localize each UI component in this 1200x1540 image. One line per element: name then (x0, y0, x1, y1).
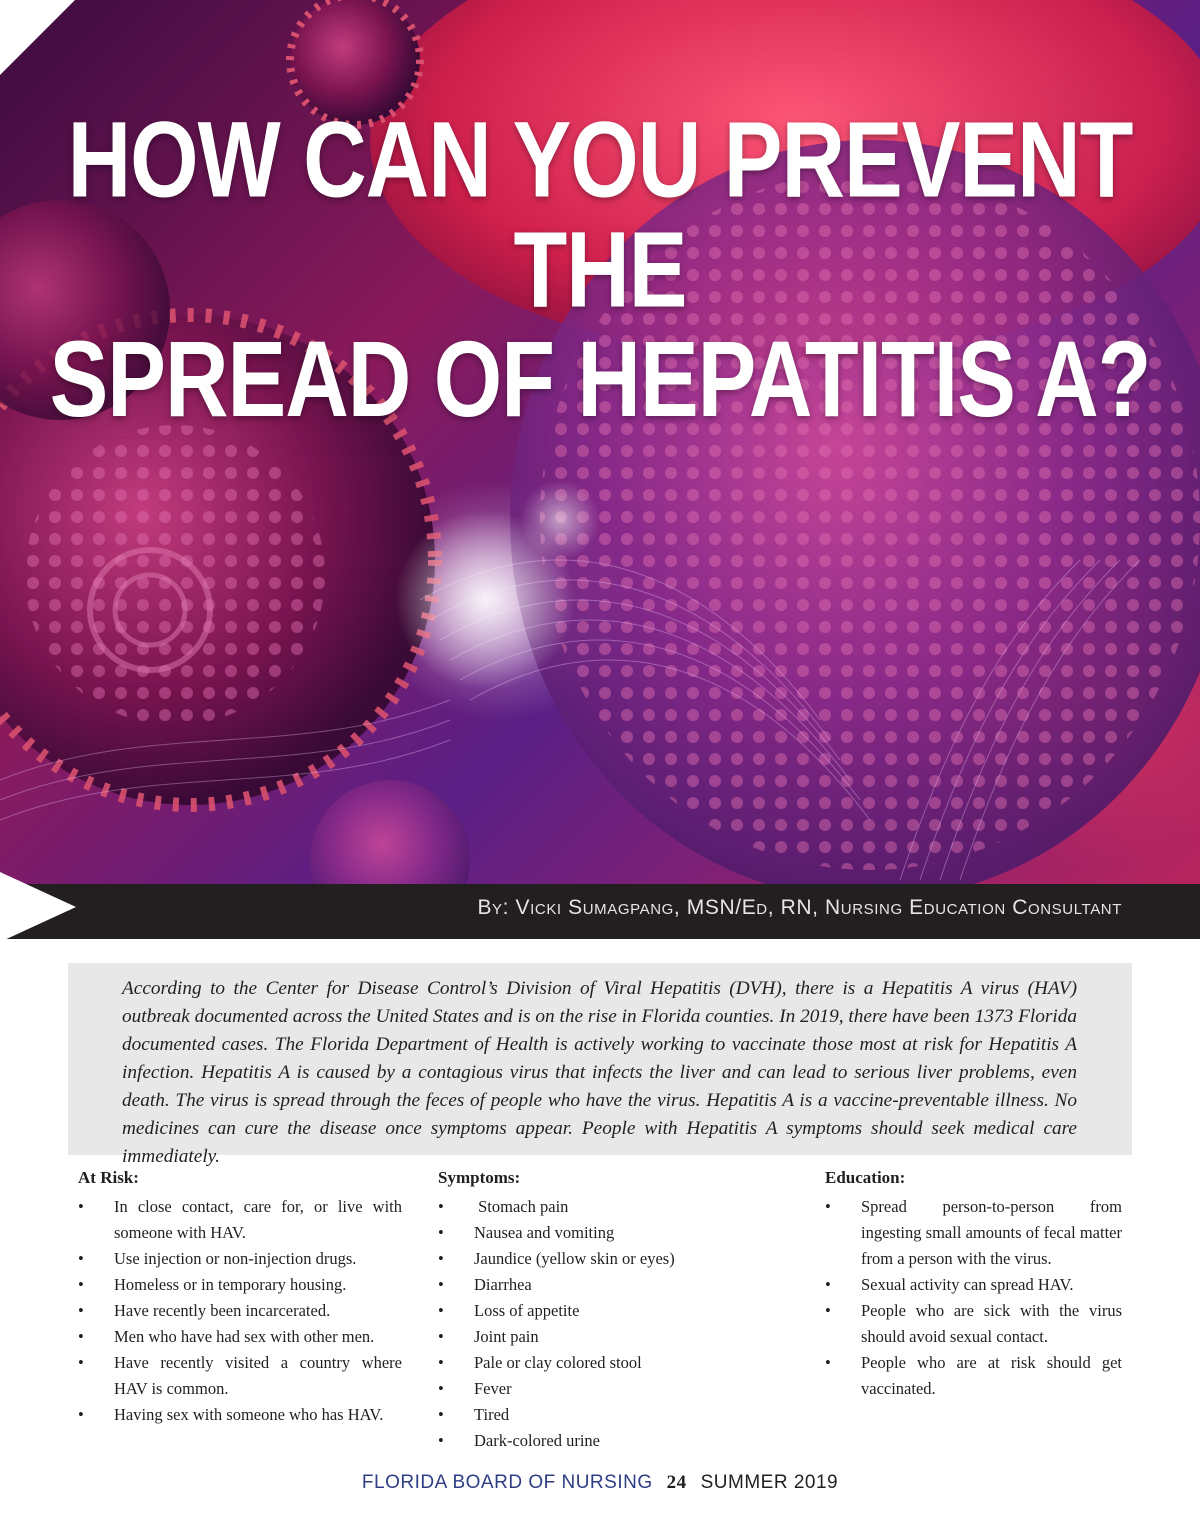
symptoms-list (438, 1194, 768, 1454)
list-item: • Jaundice (yellow skin or eyes) (438, 1246, 768, 1272)
list-item: • People who are sick with the virus should avoid sexual contact. (825, 1298, 1122, 1350)
list-item: • Loss of appetite (438, 1298, 768, 1324)
issue-label: SUMMER 2019 (700, 1472, 839, 1493)
education-section (825, 1168, 1122, 1402)
at-risk-list (78, 1194, 402, 1428)
list-item: • Having sex with someone who has HAV. (78, 1402, 402, 1428)
list-item: • Men who have had sex with other men. (78, 1324, 402, 1350)
page-footer (0, 1472, 1200, 1494)
publication-name: FLORIDA BOARD OF NURSING (361, 1472, 653, 1493)
title-line-2: SPREAD OF HEPATITIS A? (49, 318, 1151, 440)
byline-arrow-decoration (0, 872, 76, 942)
list-item: • In close contact, care for, or live with someone with HAV. (78, 1194, 402, 1246)
page-number: 24 (666, 1472, 687, 1493)
list-item: • Homeless or in temporary housing. (78, 1272, 402, 1298)
list-item: • Diarrhea (438, 1272, 768, 1298)
list-item: • Have recently been incarcerated. (78, 1298, 402, 1324)
list-item: • Pale or clay colored stool (438, 1350, 768, 1376)
byline: By: Vicki Sumagpang, MSN/Ed, RN, Nursing Education Consultant (477, 896, 1122, 919)
list-item: • People who are at risk should get vaccinated. (825, 1350, 1122, 1402)
page-title (0, 98, 1200, 440)
top-corner-decoration (0, 0, 75, 75)
list-item: • Fever (438, 1376, 768, 1402)
symptoms-section (438, 1168, 768, 1454)
education-heading: Education: (825, 1168, 906, 1187)
list-item: • Nausea and vomiting (438, 1220, 768, 1246)
at-risk-section (78, 1168, 402, 1428)
list-item: • Use injection or non-injection drugs. (78, 1246, 402, 1272)
intro-paragraph: According to the Center for Disease Control’s Division of Viral Hepatitis (DVH), there is a Hepatitis A virus (HAV) outbreak documented across the United States and is on the rise in Florida counties. In 2019, there have been 1373 Florida documented cases. The Florida Department of Health is actively working to vaccinate those most at risk for Hepatitis A infection. Hepatitis A is caused by a contagious virus that infects the liver and can lead to serious liver problems, even death. The virus is spread through the feces of people who have the virus. Hepatitis A is a vaccine-preventable illness. No medicines can cure the disease once symptoms appear. People with Hepatitis A symptoms should seek medical care immediately. (122, 978, 1077, 1167)
list-item: • Have recently visited a country where HAV is common. (78, 1350, 402, 1402)
list-item: • Stomach pain (438, 1194, 768, 1220)
symptoms-heading: Symptoms: (438, 1168, 521, 1187)
title-line-1: HOW CAN YOU PREVENT THE (67, 98, 1133, 330)
list-item: • Joint pain (438, 1324, 768, 1350)
list-item: • Tired (438, 1402, 768, 1428)
list-item: • Sexual activity can spread HAV. (825, 1272, 1122, 1298)
list-item: • Spread person-to-person from ingesting small amounts of fecal matter from a person with the virus. (825, 1194, 1122, 1272)
at-risk-heading: At Risk: (78, 1168, 139, 1187)
education-list (825, 1194, 1122, 1402)
list-item: • Dark-colored urine (438, 1428, 768, 1454)
